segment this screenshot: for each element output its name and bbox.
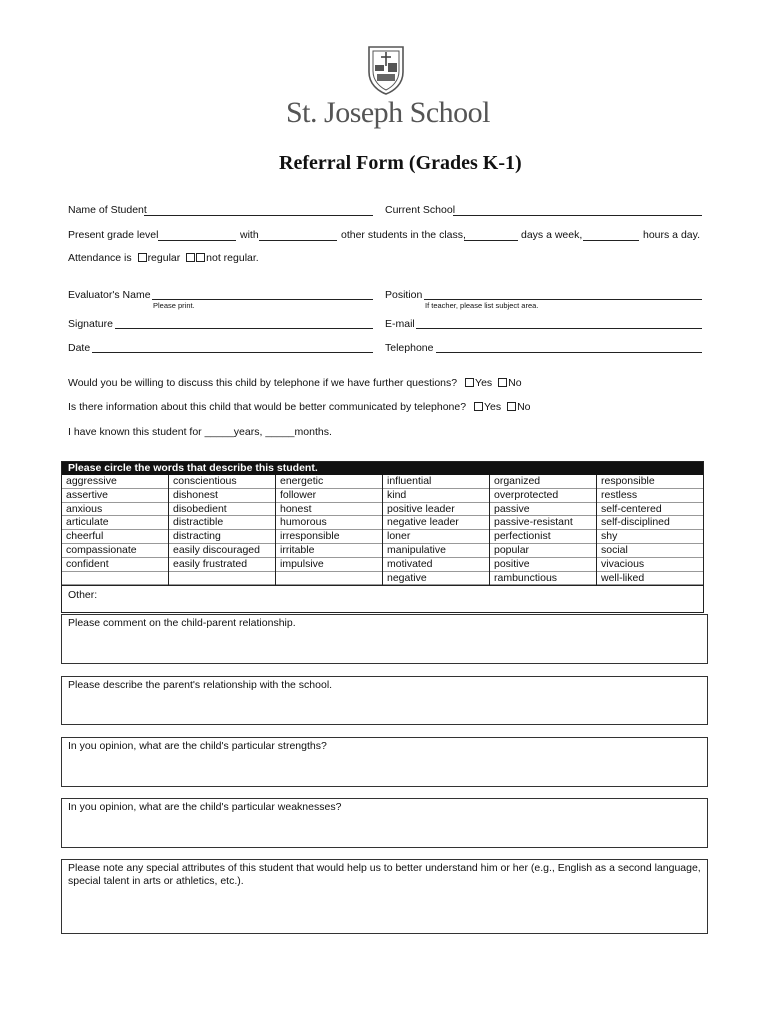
word-cell[interactable]: anxious	[62, 503, 168, 517]
word-cell[interactable]: easily frustrated	[169, 558, 275, 572]
students-count-field[interactable]	[259, 240, 337, 241]
word-cell[interactable]: kind	[383, 489, 489, 503]
word-cell[interactable]: positive	[490, 558, 596, 572]
word-cell	[62, 572, 168, 586]
grade-level-field[interactable]	[158, 240, 236, 241]
word-cell[interactable]: loner	[383, 530, 489, 544]
not-regular-checkbox[interactable]	[186, 253, 195, 262]
question-telephone-discuss	[68, 377, 522, 389]
question-2-text: Is there information about this child that would be better communicated by telephone?	[68, 401, 467, 413]
other-students-label: other students in the class,	[341, 229, 466, 241]
evaluators-name-field[interactable]	[152, 299, 373, 300]
q2-yes-label: Yes	[484, 401, 502, 413]
word-cell[interactable]: perfectionist	[490, 530, 596, 544]
hours-a-day-label: hours a day.	[643, 229, 701, 241]
word-column	[276, 475, 383, 585]
strengths-box[interactable]	[61, 737, 708, 787]
evaluators-name-label: Evaluator's Name	[68, 289, 151, 301]
weaknesses-prompt: In you opinion, what are the child's particular weaknesses?	[68, 801, 342, 813]
regular-label: regular	[147, 252, 181, 264]
word-cell[interactable]: follower	[276, 489, 382, 503]
word-cell[interactable]: honest	[276, 503, 382, 517]
word-cell[interactable]: irresponsible	[276, 530, 382, 544]
word-cell[interactable]: distracting	[169, 530, 275, 544]
word-cell[interactable]: irritable	[276, 544, 382, 558]
word-cell	[276, 572, 382, 586]
attendance-label: Attendance is	[68, 252, 132, 264]
months-blank[interactable]: _____	[265, 426, 295, 438]
current-school-label: Current School	[385, 204, 456, 216]
word-cell[interactable]: responsible	[597, 475, 703, 489]
word-cell[interactable]: easily discouraged	[169, 544, 275, 558]
word-cell[interactable]: rambunctious	[490, 572, 596, 586]
q1-no-checkbox[interactable]	[498, 378, 507, 387]
word-column	[169, 475, 276, 585]
form-title: Referral Form (Grades K-1)	[279, 152, 522, 174]
word-column	[597, 475, 703, 585]
describe-words-table	[61, 461, 704, 613]
word-cell[interactable]: negative leader	[383, 516, 489, 530]
word-cell[interactable]: shy	[597, 530, 703, 544]
special-attributes-prompt: Please note any special attributes of this student that would help us to better understand him or her (e.g., English as a second language, special talent in arts or athletics, etc.).	[68, 862, 701, 887]
word-cell[interactable]: negative	[383, 572, 489, 586]
word-cell[interactable]: motivated	[383, 558, 489, 572]
word-table-columns	[62, 475, 703, 585]
current-school-field[interactable]	[453, 215, 702, 216]
word-cell[interactable]: passive	[490, 503, 596, 517]
signature-field[interactable]	[115, 328, 373, 329]
question-1-text: Would you be willing to discuss this child by telephone if we have further questions?	[68, 377, 458, 389]
parent-school-prompt: Please describe the parent's relationship with the school.	[68, 679, 333, 691]
word-cell[interactable]: compassionate	[62, 544, 168, 558]
word-cell[interactable]: articulate	[62, 516, 168, 530]
q1-yes-label: Yes	[475, 377, 493, 389]
not-regular-label: not regular.	[206, 252, 259, 264]
word-cell[interactable]: dishonest	[169, 489, 275, 503]
school-name: St. Joseph School	[286, 96, 491, 129]
q2-yes-checkbox[interactable]	[474, 402, 483, 411]
word-table-header: Please circle the words that describe this student.	[62, 462, 703, 475]
word-cell[interactable]: social	[597, 544, 703, 558]
word-cell[interactable]: energetic	[276, 475, 382, 489]
q2-no-checkbox[interactable]	[507, 402, 516, 411]
word-cell[interactable]: humorous	[276, 516, 382, 530]
word-cell[interactable]: influential	[383, 475, 489, 489]
months-label: months.	[294, 426, 332, 438]
known-prefix: I have known this student for	[68, 426, 202, 438]
with-label: with	[240, 229, 259, 241]
email-label: E-mail	[385, 318, 415, 330]
other-field[interactable]	[62, 585, 703, 612]
word-cell[interactable]: confident	[62, 558, 168, 572]
strengths-prompt: In you opinion, what are the child's particular strengths?	[68, 740, 327, 752]
name-of-student-label: Name of Student	[68, 204, 147, 216]
child-parent-box[interactable]	[61, 614, 708, 664]
q2-no-label: No	[517, 401, 531, 413]
date-label: Date	[68, 342, 91, 354]
name-of-student-field[interactable]	[144, 215, 373, 216]
word-column	[62, 475, 169, 585]
telephone-field[interactable]	[436, 352, 702, 353]
years-label: years,	[233, 426, 263, 438]
regular-checkbox[interactable]	[138, 253, 147, 262]
word-cell[interactable]: conscientious	[169, 475, 275, 489]
word-cell[interactable]: cheerful	[62, 530, 168, 544]
known-duration-row	[68, 426, 332, 438]
signature-label: Signature	[68, 318, 113, 330]
other-label: Other:	[68, 589, 98, 602]
word-cell[interactable]: aggressive	[62, 475, 168, 489]
date-field[interactable]	[92, 352, 373, 353]
school-crest-logo	[366, 44, 406, 96]
q1-no-label: No	[508, 377, 522, 389]
telephone-label: Telephone	[385, 342, 434, 354]
word-cell[interactable]: manipulative	[383, 544, 489, 558]
parent-school-box[interactable]	[61, 676, 708, 725]
word-column	[383, 475, 490, 585]
word-cell[interactable]: well-liked	[597, 572, 703, 586]
word-cell[interactable]: impulsive	[276, 558, 382, 572]
days-a-week-label: days a week,	[521, 229, 583, 241]
word-cell[interactable]: organized	[490, 475, 596, 489]
child-parent-prompt: Please comment on the child-parent relationship.	[68, 617, 296, 629]
word-cell[interactable]: self-centered	[597, 503, 703, 517]
years-blank[interactable]: _____	[204, 426, 234, 438]
word-cell[interactable]: disobedient	[169, 503, 275, 517]
q1-yes-checkbox[interactable]	[465, 378, 474, 387]
word-cell[interactable]: restless	[597, 489, 703, 503]
word-cell	[169, 572, 275, 586]
attendance-row	[68, 252, 259, 264]
days-field[interactable]	[464, 240, 518, 241]
not-regular-checkbox-2[interactable]	[196, 253, 205, 262]
please-print-hint: Please print.	[153, 301, 195, 310]
weaknesses-box[interactable]	[61, 798, 708, 848]
word-column	[490, 475, 597, 585]
position-field[interactable]	[424, 299, 702, 300]
email-field[interactable]	[416, 328, 702, 329]
special-attributes-box[interactable]	[61, 859, 708, 934]
word-cell[interactable]: self-disciplined	[597, 516, 703, 530]
position-label: Position	[385, 289, 423, 301]
word-cell[interactable]: vivacious	[597, 558, 703, 572]
question-telephone-info	[68, 401, 531, 413]
word-cell[interactable]: distractible	[169, 516, 275, 530]
word-cell[interactable]: overprotected	[490, 489, 596, 503]
present-grade-level-label: Present grade level	[68, 229, 159, 241]
word-cell[interactable]: positive leader	[383, 503, 489, 517]
if-teacher-hint: If teacher, please list subject area.	[425, 301, 539, 310]
word-cell[interactable]: passive-resistant	[490, 516, 596, 530]
hours-field[interactable]	[583, 240, 639, 241]
word-cell[interactable]: popular	[490, 544, 596, 558]
word-cell[interactable]: assertive	[62, 489, 168, 503]
